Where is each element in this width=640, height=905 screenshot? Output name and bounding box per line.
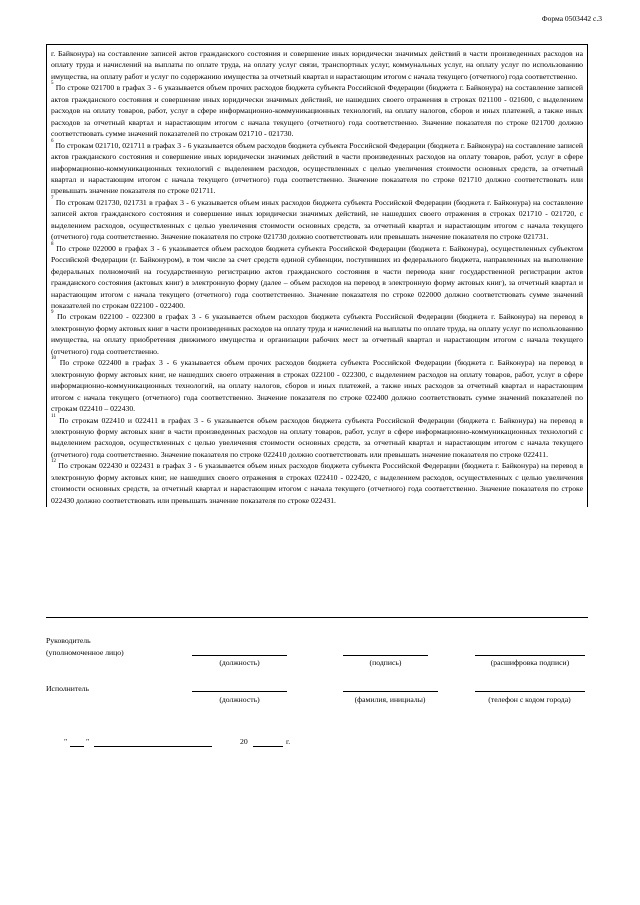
exec-phone-line[interactable] bbox=[475, 691, 585, 692]
footnote-text: По строкам 022410 и 022411 в графах 3 - 6 указывается объем расходов бюджета субъекта Российской Федерации (бюджета г. Байконура) на перевод в электронную форму актовых книг в части произведенных расходов на оплату товаров, работ, услуг в сфере информационно-коммуникационных технологий с выделением расходов, осуществленных с целью увеличения стоимости основных средств, за отчетный квартал и нарастающим итогом с начала текущего (отчетного) года соответственно. Значение показателя по строке 022410 должно соответствовать или превышать значение показателя по строке 022411. bbox=[51, 415, 584, 459]
date-quote-close: " bbox=[86, 737, 90, 746]
footnote-continuation: г. Байконура) на составление записей актов гражданского состояния и совершение иных юридически значимых действий в части произведенных расходов на оплату труда и начислений на выплаты по оплате труда, на оплату услуг связи, транспортных услуг, коммунальных услуг, на оплату услуг по использованию имущества, на оплату работ и услуг по содержанию имущества за отчетный квартал и нарастающим итогом с начала текущего (отчетного) года соответственно. bbox=[51, 49, 583, 81]
head-caption-decoding: (расшифровка подписи) bbox=[490, 658, 570, 667]
footnotes-block bbox=[46, 44, 588, 507]
head-label: Руководитель bbox=[46, 636, 91, 645]
date-year-line[interactable] bbox=[253, 746, 283, 747]
footnote-text: По строкам 021710, 021711 в графах 3 - 6 указывается объем расходов бюджета субъекта Российской Федерации (бюджета г. Байконура) на составление записей актов гражданского состояния и совершение иных юридически значимых действий в части произведенных расходов на оплату товаров, работ, услуг в сфере информационно-коммуникационных технологий с выделением расходов, осуществленных с целью увеличения стоимости основных средств, за отчетный квартал и нарастающим итогом с начала текущего (отчетного) года соответственно. Значение показателя по строке 021710 должно соответствовать или превышать значение показателя по строке 021711. bbox=[51, 140, 584, 196]
head-position-line[interactable] bbox=[192, 655, 287, 656]
head-caption-signature: (подпись) bbox=[369, 658, 402, 667]
footnote-text: По строке 022400 в графах 3 - 6 указывается объем прочих расходов бюджета субъекта Российской Федерации (бюджета г. Байконура) на перевод в электронную форму актовых книг, не нашедших своего отражения в строках 022100 - 022300, с выделением расходов на оплату товаров, работ, услуг в сфере информационно-коммуникационных технологий, на оплату налогов, сборов и иных платежей, а также иных расходов за отчетный квартал и нарастающим итогом с начала текущего (отчетного) года соответственно. Значение показателя по строке 022400 должно соответствовать сумме значений показателей по строкам 022410 – 022430. bbox=[51, 358, 584, 414]
footnote-text: По строке 022000 в графах 3 - 6 указывается объем расходов бюджета субъекта Российской Федерации (бюджета г. Байконура), осуществленных субъектом Российской Федерации (г. Байконуром), в том числе за счет средств единой субвенции, поступивших из федерального бюджета, направленных на выполнение федеральных полномочий на государственную регистрацию актов гражданского состояния в части перевода книг государственной регистрации актов гражданского состояния (актовых книг) в электронную форму (далее – объем расходов на перевод в электронную форму актовых книг), за отчетный квартал и нарастающим итогом с начала текущего (отчетного) года соответственно. Значение показателя по строке 022000 должно соответствовать сумме значений показателей по строкам 022100 - 022400. bbox=[51, 243, 584, 310]
date-year-suffix: г. bbox=[286, 737, 291, 746]
footnote-11 bbox=[51, 415, 583, 461]
date-day-line[interactable] bbox=[70, 746, 84, 747]
footnote-5 bbox=[51, 82, 583, 139]
footnote-7 bbox=[51, 197, 583, 243]
footnote-12 bbox=[51, 460, 583, 506]
date-month-line[interactable] bbox=[94, 746, 212, 747]
footnote-number: 6 bbox=[51, 138, 54, 144]
date-year-prefix: 20 bbox=[240, 737, 248, 746]
footnote-number: 11 bbox=[51, 413, 56, 419]
exec-position-line[interactable] bbox=[192, 691, 287, 692]
footnote-number: 10 bbox=[51, 356, 56, 362]
exec-caption-position: (должность) bbox=[219, 695, 260, 704]
head-decoding-line[interactable] bbox=[475, 655, 585, 656]
footnote-text: По строкам 022430 и 022431 в графах 3 - 6 указывается объем иных расходов бюджета субъекта Российской Федерации (бюджета г. Байконура) на перевод в электронную форму актовых книг, не нашедших своего отражения в строках 022410 - 022420, с выделением расходов, осуществленных с целью увеличения стоимости основных средств, за отчетный квартал и нарастающим итогом с начала текущего (отчетного) года соответственно. Значение показателя по строке 022430 должно соответствовать или превышать значение показателя по строке 022431. bbox=[51, 461, 583, 505]
footnote-number: 8 bbox=[51, 241, 54, 247]
date-quote-open: " bbox=[64, 737, 68, 746]
form-code: Форма 0503442 с.3 bbox=[541, 14, 602, 23]
exec-caption-phone: (телефон с кодом города) bbox=[488, 695, 571, 704]
executor-label: Исполнитель bbox=[46, 684, 89, 693]
head-signature-line[interactable] bbox=[343, 655, 428, 656]
footnote-6 bbox=[51, 140, 583, 197]
footnote-text: По строкам 022100 - 022300 в графах 3 - 6 указывается объем расходов бюджета субъекта Российской Федерации (бюджета г. Байконура) на перевод в электронную форму актовых книг в части произведенных расходов на оплату труда и начислений на выплаты по оплате труда, на оплату услуг по использованию имущества, на оплату приобретения движимого имущества и организации рабочих мест за отчетный квартал и нарастающим итогом с начала текущего (отчетного) года соответственно. bbox=[51, 312, 584, 356]
footnote-text: По строкам 021730, 021731 в графах 3 - 6 указывается объем иных расходов бюджета субъекта Российской Федерации (бюджета г. Байконура) на составление записей актов гражданского состояния и совершение иных юридически значимых действий, не нашедших своего отражения в строках 021710 - 021720, с выделением расходов, осуществленных с целью увеличения стоимости основных средств, за отчетный квартал и нарастающим итогом с начала текущего (отчетного) года соответственно. Значение показателя по строке 021730 должно соответствовать или превышать значение показателя по строке 021731. bbox=[51, 197, 583, 242]
footnote-10 bbox=[51, 357, 583, 414]
footnote-number: 7 bbox=[51, 195, 54, 201]
footnote-8 bbox=[51, 243, 583, 312]
footnotes-bottom-border bbox=[46, 617, 588, 618]
footnote-9 bbox=[51, 311, 583, 357]
exec-caption-name: (фамилия, инициалы) bbox=[354, 695, 426, 704]
footnote-number: 12 bbox=[51, 459, 56, 465]
exec-name-line[interactable] bbox=[343, 691, 438, 692]
footnote-text: По строке 021700 в графах 3 - 6 указывается объем прочих расходов бюджета субъекта Российской Федерации (бюджета г. Байконура) на составление записей актов гражданского состояния и совершение иных юридически значимых действий, не нашедших своего отражения в строках 021100 - 021600, с выделением расходов на оплату товаров, работ, услуг в сфере информационно-коммуникационных технологий, на оплату налогов, сборов и иных платежей, а также иных расходов за отчетный квартал и нарастающим итогом с начала текущего (отчетного) года соответственно. Значение показателя по строке 021700 должно соответствовать сумме значений показателей по строкам 021710 - 021730. bbox=[51, 83, 583, 139]
footnote-number: 9 bbox=[51, 310, 54, 316]
head-sublabel: (уполномоченное лицо) bbox=[46, 648, 124, 657]
head-caption-position: (должность) bbox=[219, 658, 260, 667]
footnote-number: 5 bbox=[51, 81, 54, 87]
